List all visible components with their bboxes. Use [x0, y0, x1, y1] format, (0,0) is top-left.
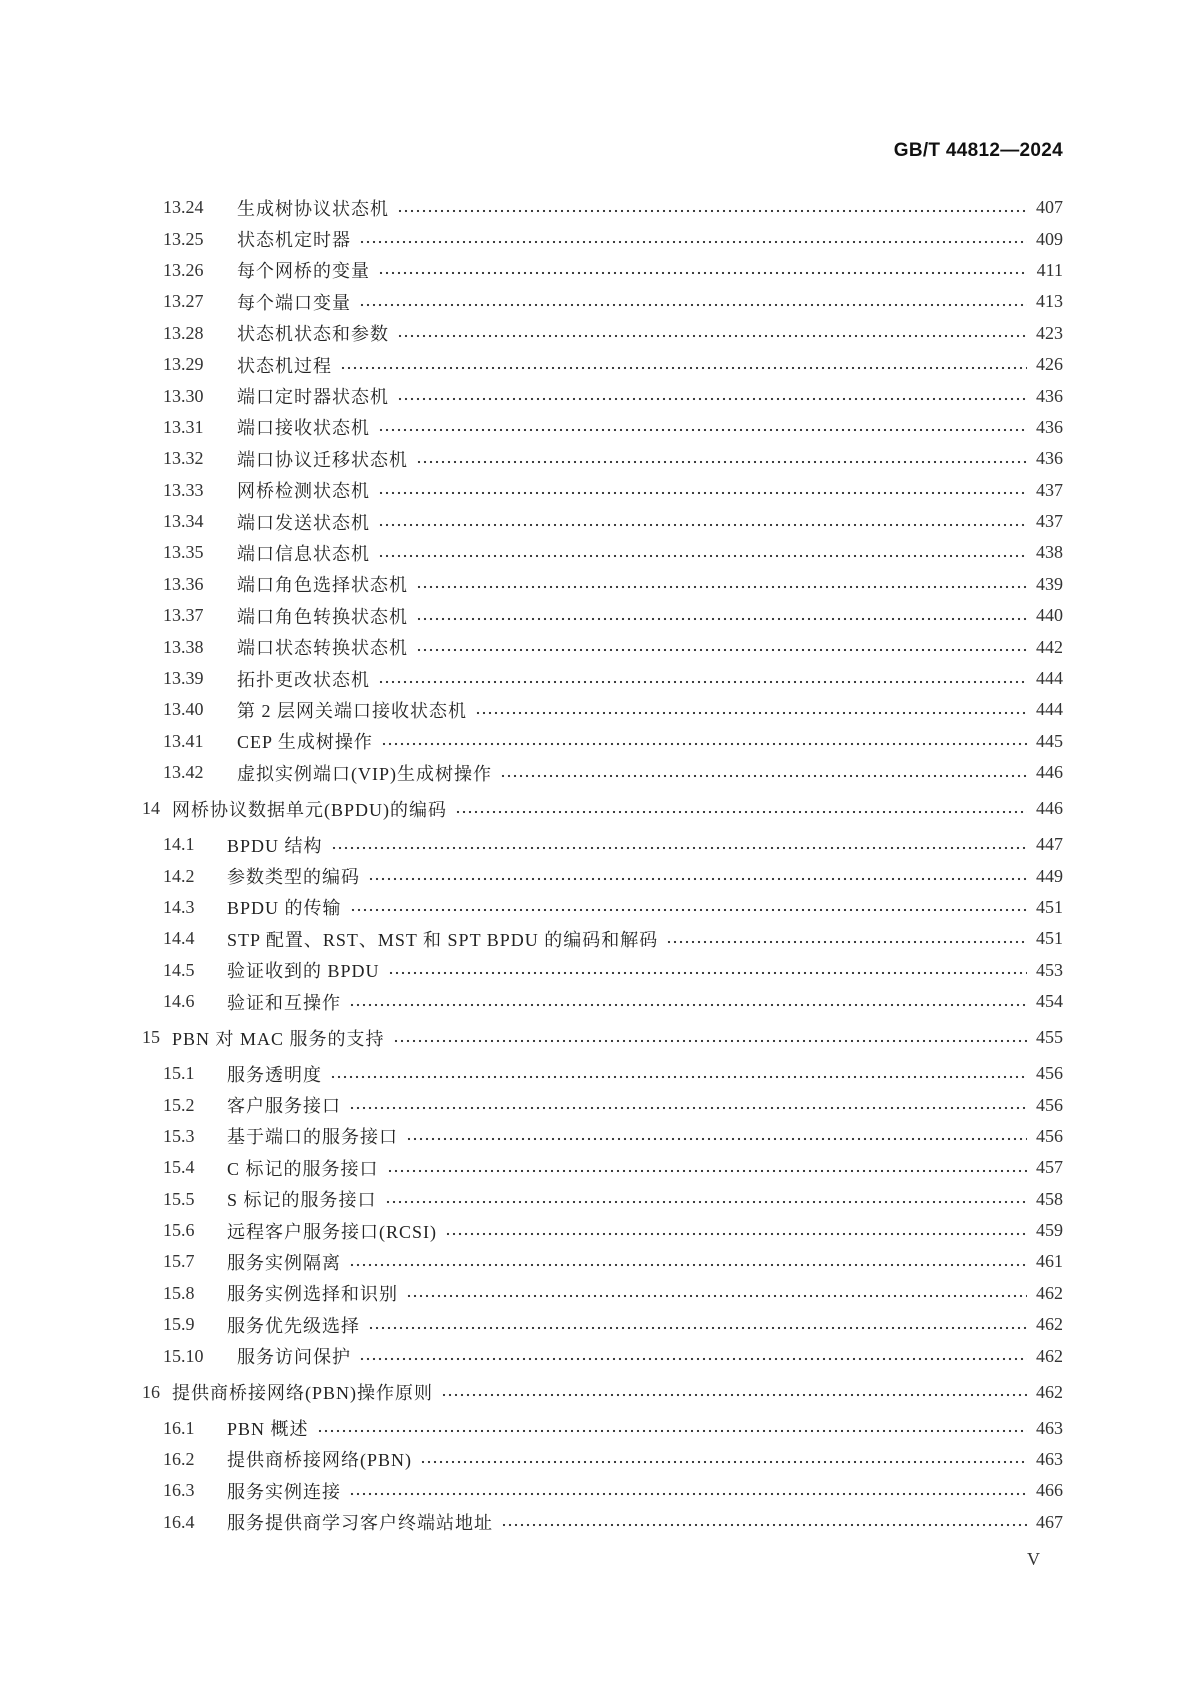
toc-entry[interactable] [142, 475, 1063, 506]
toc-entry-page: 456 [1036, 1063, 1063, 1084]
toc-entry-page: 463 [1036, 1448, 1063, 1469]
toc-entry-number: 16.2 [163, 1448, 195, 1469]
toc-entry-number: 13.29 [163, 354, 204, 375]
dot-leader [349, 1263, 1027, 1267]
dot-leader [388, 971, 1027, 975]
toc-entry-number: 15.1 [163, 1063, 195, 1084]
dot-leader [368, 877, 1027, 881]
toc-entry-number: 13.39 [163, 668, 204, 689]
toc-entry-page: 444 [1036, 699, 1063, 720]
toc-entry-number: 15.7 [163, 1251, 195, 1272]
dot-leader [359, 1357, 1027, 1361]
toc-entry-page: 453 [1036, 959, 1063, 980]
dot-leader [378, 428, 1027, 432]
toc-entry[interactable] [142, 663, 1063, 694]
toc-entry-number: 15.10 [163, 1345, 204, 1366]
toc-entry-number: 13.30 [163, 385, 204, 406]
toc-entry-number: 14.6 [163, 991, 195, 1012]
toc-entry-number: 16 [142, 1381, 160, 1402]
dot-leader [378, 680, 1027, 684]
toc-entry[interactable] [142, 631, 1063, 662]
toc-entry-number: 16.4 [163, 1511, 195, 1532]
toc-entry-number: 13.34 [163, 511, 204, 532]
toc-entry-number: 14.5 [163, 959, 195, 980]
toc-entry-title: 端口协议迁移状态机 [237, 449, 408, 470]
toc-entry-title: 服务提供商学习客户终端站地址 [227, 1513, 493, 1534]
toc-entry-title: 提供商桥接网络(PBN)操作原则 [172, 1383, 434, 1404]
toc-entry-page: 436 [1036, 385, 1063, 406]
toc-entry-title: 网桥协议数据单元(BPDU)的编码 [172, 799, 448, 820]
dot-leader [393, 1039, 1027, 1043]
toc-entry-title: 服务实例连接 [227, 1481, 341, 1502]
toc-entry[interactable] [142, 255, 1063, 286]
toc-entry[interactable] [142, 955, 1063, 986]
dot-leader [406, 1294, 1027, 1298]
toc-entry-page: 446 [1036, 762, 1063, 783]
toc-entry-page: 447 [1036, 834, 1063, 855]
toc-entry-title: 验证收到的 BPDU [227, 961, 380, 982]
dot-leader [359, 303, 1027, 307]
toc-entry-page: 457 [1036, 1157, 1063, 1178]
dot-leader [406, 1137, 1027, 1141]
toc-entry-page: 444 [1036, 668, 1063, 689]
toc-entry-title: 客户服务接口 [227, 1096, 341, 1116]
dot-leader [420, 1460, 1027, 1464]
toc-entry[interactable] [142, 986, 1063, 1017]
toc-entry[interactable] [142, 1444, 1063, 1475]
dot-leader [359, 240, 1027, 244]
toc-entry-title: 端口接收状态机 [237, 418, 370, 439]
toc-entry-page: 454 [1036, 991, 1063, 1012]
toc-entry-page: 436 [1036, 416, 1063, 437]
toc-entry[interactable] [142, 1412, 1063, 1443]
dot-leader [381, 742, 1027, 746]
toc-entry-title: CEP 生成树操作 [237, 732, 373, 753]
dot-leader [397, 397, 1027, 401]
toc-entry-number: 16.3 [163, 1480, 195, 1501]
toc-entry-number: 14.1 [163, 834, 195, 855]
toc-entry[interactable] [142, 726, 1063, 757]
dot-leader [416, 648, 1027, 652]
toc-entry[interactable] [142, 1121, 1063, 1152]
toc-entry-page: 413 [1036, 291, 1063, 312]
toc-entry-page: 467 [1036, 1511, 1063, 1532]
toc-entry-number: 16.1 [163, 1417, 195, 1438]
toc-entry-page: 462 [1036, 1381, 1063, 1402]
toc-entry-page: 462 [1036, 1314, 1063, 1335]
dot-leader [378, 554, 1027, 558]
toc-entry-title: 参数类型的编码 [227, 867, 360, 888]
toc-entry-number: 13.24 [163, 197, 204, 218]
toc-entry-number: 13.41 [163, 730, 204, 751]
page-number: V [1027, 1549, 1040, 1569]
toc-entry-page: 456 [1036, 1125, 1063, 1146]
toc-entry-title: 端口信息状态机 [237, 543, 370, 564]
toc-entry[interactable] [142, 1058, 1063, 1089]
dot-leader [397, 334, 1027, 338]
toc-entry-title: 网桥检测状态机 [237, 481, 370, 502]
toc-entry-page: 463 [1036, 1417, 1063, 1438]
toc-entry[interactable] [142, 600, 1063, 631]
dot-leader [501, 1523, 1027, 1527]
toc-entry-number: 13.42 [163, 762, 204, 783]
toc-entry-title: 生成树协议状态机 [237, 198, 389, 219]
toc-entry[interactable] [142, 1376, 1063, 1407]
toc-entry-page: 436 [1036, 448, 1063, 469]
dot-leader [397, 209, 1027, 213]
dot-leader [331, 846, 1027, 850]
toc-entry[interactable] [142, 506, 1063, 537]
toc-entry-page: 451 [1036, 896, 1063, 917]
toc-entry-number: 13.35 [163, 542, 204, 563]
toc-entry-page: 456 [1036, 1094, 1063, 1115]
toc-entry-number: 15.6 [163, 1220, 195, 1241]
toc-entry-page: 451 [1036, 928, 1063, 949]
dot-leader [349, 1492, 1027, 1496]
toc-entry[interactable] [142, 1089, 1063, 1120]
toc-entry-title: BPDU 结构 [227, 835, 323, 856]
toc-entry-title: 服务实例隔离 [227, 1252, 341, 1273]
toc-entry-number: 15.5 [163, 1188, 195, 1209]
toc-entry-page: 439 [1036, 573, 1063, 594]
toc-entry-number: 13.38 [163, 636, 204, 657]
toc-entry[interactable] [142, 860, 1063, 891]
toc-entry-number: 13.33 [163, 479, 204, 500]
toc-entry-number: 13.27 [163, 291, 204, 312]
toc-entry-title: 状态机过程 [237, 355, 332, 376]
dot-leader [416, 585, 1027, 589]
toc-entry-page: 459 [1036, 1220, 1063, 1241]
toc-entry-title: 每个网桥的变量 [237, 261, 370, 282]
toc-entry[interactable] [142, 349, 1063, 380]
toc-entry[interactable] [142, 443, 1063, 474]
toc-entry[interactable] [142, 412, 1063, 443]
toc-entry-title: 第 2 层网关端口接收状态机 [237, 700, 467, 721]
toc-entry[interactable] [142, 923, 1063, 954]
dot-leader [475, 711, 1027, 715]
toc-entry-number: 15.9 [163, 1314, 195, 1335]
toc-entry-number: 13.40 [163, 699, 204, 720]
toc-entry-page: 437 [1036, 479, 1063, 500]
toc-entry-number: 15 [142, 1027, 160, 1048]
dot-leader [455, 810, 1027, 814]
toc-entry-title: 虚拟实例端口(VIP)生成树操作 [237, 763, 492, 784]
toc-entry-number: 14.3 [163, 896, 195, 917]
toc-entry[interactable] [142, 694, 1063, 725]
toc-entry[interactable] [142, 757, 1063, 788]
toc-entry[interactable] [142, 1507, 1063, 1538]
toc-entry-number: 13.26 [163, 259, 204, 280]
dot-leader [385, 1200, 1027, 1204]
toc-entry-title: S 标记的服务接口 [227, 1190, 377, 1211]
toc-entry-number: 13.25 [163, 228, 204, 249]
toc-entry[interactable] [142, 380, 1063, 411]
dot-leader [349, 1106, 1027, 1110]
toc-entry-page: 466 [1036, 1480, 1063, 1501]
dot-leader [349, 1003, 1027, 1007]
toc-entry-page: 438 [1036, 542, 1063, 563]
document-id: GB/T 44812—2024 [893, 140, 1063, 161]
toc-entry[interactable] [142, 1475, 1063, 1506]
toc-entry[interactable] [142, 1215, 1063, 1246]
toc-entry[interactable] [142, 223, 1063, 254]
dot-leader [378, 271, 1027, 275]
dot-leader [330, 1075, 1027, 1079]
dot-leader [441, 1393, 1027, 1397]
toc-entry-number: 14 [142, 798, 160, 819]
toc-entry[interactable] [142, 286, 1063, 317]
toc-entry-title: 状态机状态和参数 [237, 324, 389, 345]
toc-entry[interactable] [142, 1340, 1063, 1371]
toc-entry[interactable] [142, 537, 1063, 568]
toc-entry-page: 407 [1036, 197, 1063, 218]
toc-entry-page: 462 [1036, 1282, 1063, 1303]
toc-entry-page: 455 [1036, 1027, 1063, 1048]
toc-entry-title: PBN 概述 [227, 1419, 309, 1440]
toc-entry-number: 15.4 [163, 1157, 195, 1178]
toc-entry-page: 437 [1036, 511, 1063, 532]
toc-entry[interactable] [142, 793, 1063, 824]
toc-entry-number: 15.8 [163, 1282, 195, 1303]
toc-entry-title: 端口角色选择状态机 [237, 575, 408, 596]
toc-entry-title: 基于端口的服务接口 [227, 1127, 398, 1148]
toc-entry-number: 13.28 [163, 322, 204, 343]
toc-entry-title: 端口状态转换状态机 [237, 638, 408, 659]
toc-entry-number: 13.36 [163, 573, 204, 594]
toc-entry[interactable] [142, 569, 1063, 600]
toc-entry-title: 端口定时器状态机 [237, 387, 389, 408]
toc-entry-title: 端口发送状态机 [237, 512, 370, 533]
toc-entry-title: 验证和互操作 [227, 992, 341, 1013]
toc-entry-page: 461 [1036, 1251, 1063, 1272]
toc-entry-number: 13.37 [163, 605, 204, 626]
toc-entry-page: 423 [1036, 322, 1063, 343]
toc-entry-page: 462 [1036, 1345, 1063, 1366]
toc-entry[interactable] [142, 1246, 1063, 1277]
toc-entry[interactable] [142, 1152, 1063, 1183]
toc-entry-page: 442 [1036, 636, 1063, 657]
toc-entry-title: 服务实例选择和识别 [227, 1284, 398, 1305]
toc-entry-title: 服务优先级选择 [227, 1315, 360, 1336]
toc-entry-title: 服务透明度 [227, 1064, 322, 1085]
dot-leader [445, 1232, 1027, 1236]
toc-entry[interactable] [142, 1309, 1063, 1340]
toc-entry-title: BPDU 的传输 [227, 898, 342, 919]
dot-leader [378, 523, 1027, 527]
toc-entry-page: 409 [1036, 228, 1063, 249]
toc-entry-page: 445 [1036, 730, 1063, 751]
toc-entry[interactable] [142, 1022, 1063, 1053]
toc-entry-page: 440 [1036, 605, 1063, 626]
dot-leader [340, 366, 1027, 370]
toc-entry-page: 449 [1036, 865, 1063, 886]
toc-entry[interactable] [142, 192, 1063, 223]
toc-entry[interactable] [142, 829, 1063, 860]
toc-entry[interactable] [142, 1278, 1063, 1309]
toc-entry-title: STP 配置、RST、MST 和 SPT BPDU 的编码和解码 [227, 929, 659, 950]
toc-entry-title: 拓扑更改状态机 [237, 669, 370, 690]
toc-entry-number: 15.2 [163, 1094, 195, 1115]
toc-entry-number: 13.32 [163, 448, 204, 469]
dot-leader [416, 460, 1027, 464]
toc-entry-page: 426 [1036, 354, 1063, 375]
dot-leader [387, 1169, 1027, 1173]
toc-entry[interactable] [142, 1183, 1063, 1214]
dot-leader [350, 908, 1027, 912]
toc-entry-title: 服务访问保护 [237, 1347, 351, 1368]
dot-leader [378, 491, 1027, 495]
dot-leader [317, 1429, 1027, 1433]
toc-entry-number: 15.3 [163, 1125, 195, 1146]
toc-entry-number: 14.2 [163, 865, 195, 886]
toc-entry-page: 446 [1036, 798, 1063, 819]
toc-entry-title: 端口角色转换状态机 [237, 606, 408, 627]
toc-entry-title: 提供商桥接网络(PBN) [227, 1450, 413, 1471]
toc-entry[interactable] [142, 318, 1063, 349]
toc-entry-number: 13.31 [163, 416, 204, 437]
toc-entry-title: 状态机定时器 [237, 230, 351, 251]
table-of-contents [142, 192, 1063, 1538]
toc-entry-title: C 标记的服务接口 [227, 1158, 379, 1179]
toc-entry[interactable] [142, 892, 1063, 923]
dot-leader [368, 1326, 1027, 1330]
toc-entry-title: 远程客户服务接口(RCSI) [227, 1221, 438, 1242]
dot-leader [500, 774, 1027, 778]
toc-entry-page: 411 [1036, 259, 1063, 280]
toc-entry-title: 每个端口变量 [237, 292, 351, 313]
dot-leader [666, 940, 1027, 944]
toc-entry-page: 458 [1036, 1188, 1063, 1209]
toc-entry-number: 14.4 [163, 928, 195, 949]
toc-entry-title: PBN 对 MAC 服务的支持 [172, 1028, 385, 1049]
dot-leader [416, 617, 1027, 621]
